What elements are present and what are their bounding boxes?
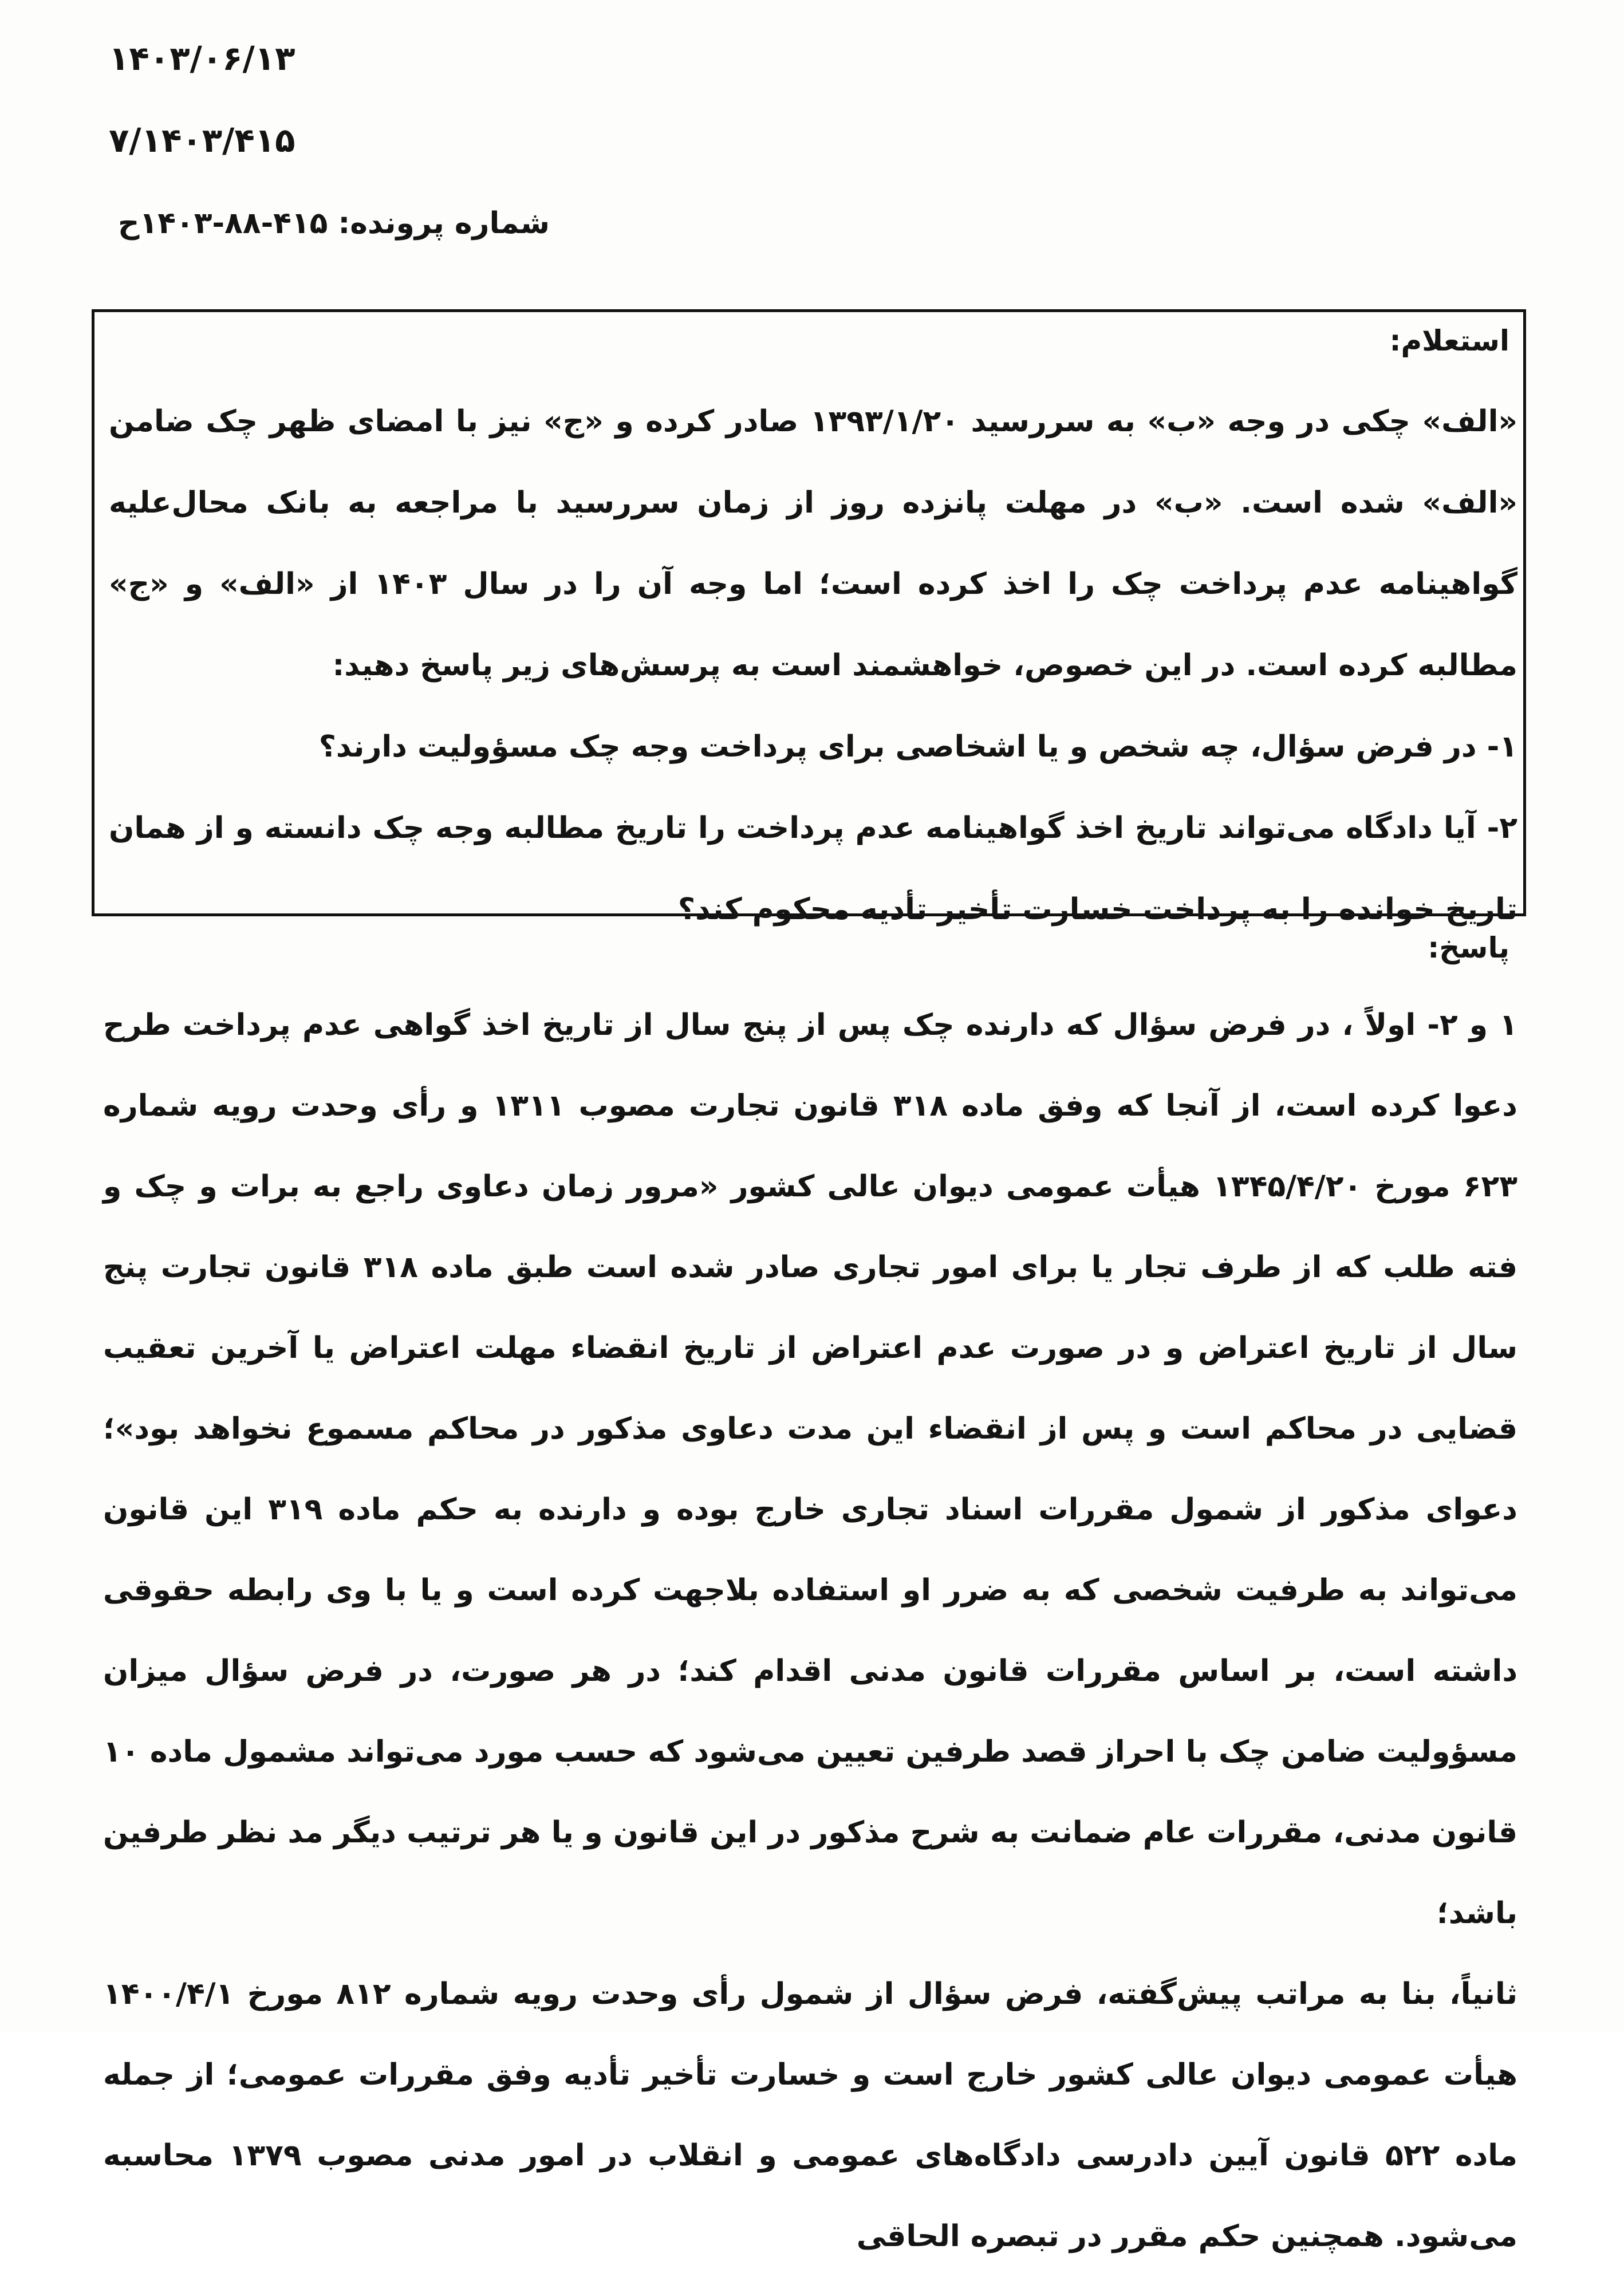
answer-paragraph-1: ۱ و ۲- اولاً ، در فرض سؤال که دارنده چک پس از پنج سال از تاریخ اخذ گواهی عدم پرداخت طرح دعوا کرده است، از آنجا که وفق ماده ۳۱۸ قانون تجارت مصوب ۱۳۱۱ و رأی وحدت رویه شماره ۶۲۳ مورخ ۱۳۴۵/۴/۲۰ هیأت عمومی دیوان عالی کشور «مرور زمان دعاوی راجع به برات و چک و فته طلب که از طرف تجار یا برای امور تجاری صادر شده است طبق ماده ۳۱۸ قانون تجارت پنج سال از تاریخ اعتراض و در صورت عدم اعتراض از تاریخ انقضاء مهلت اعتراض یا آخرین تعقیب قضایی در محاکم است و پس از انقضاء این مدت دعاوی مذکور در محاکم مسموع نخواهد بود»؛ دعوای مذکور از شمول مقررات اسناد تجاری خارج بوده و دارنده به حکم ماده ۳۱۹ این قانون می‌تواند به طرفیت شخصی که به ضرر او استفاده بلاجهت کرده است و یا با وی رابطه حقوقی داشته است، بر اساس مقررات قانون مدنی اقدام کند؛ در هر صورت، در فرض سؤال میزان مسؤولیت ضامن چک با احراز قصد طرفین تعیین می‌شود که حسب مورد می‌تواند مشمول ماده ۱۰ قانون مدنی، مقررات عام ضمانت به شرح مذکور در این قانون و یا هر ترتیب دیگر مد نظر طرفین باشد؛ [103,1008,1517,1931]
inquiry-text [109,381,1517,950]
answer-text [103,985,1517,2277]
inquiry-heading: استعلام: [1389,324,1509,357]
answer-heading: پاسخ: [1428,931,1509,964]
inquiry-question-2: ۲- آیا دادگاه می‌تواند تاریخ اخذ گواهینامه عدم پرداخت را تاریخ مطالبه وجه چک دانسته و از همان تاریخ خوانده را به پرداخت خسارت تأخیر تأدیه محکوم کند؟ [109,811,1517,927]
answer-paragraph-2: ثانیاً، بنا به مراتب پیش‌گفته، فرض سؤال از شمول رأی وحدت رویه شماره ۸۱۲ مورخ ۱۴۰۰/۴/۱ هیأت عمومی دیوان عالی کشور خارج است و خسارت تأخیر تأدیه وفق مقررات عمومی؛ از جمله ماده ۵۲۲ قانون آیین دادرسی دادگاه‌های عمومی و انقلاب در امور مدنی مصوب ۱۳۷۹ محاسبه می‌شود. همچنین حکم مقرر در تبصره الحاقی [103,1977,1517,2254]
letter-date: ۱۴۰۳/۰۶/۱۳ [109,39,295,78]
inquiry-question-1: ۱- در فرض سؤال، چه شخص و یا اشخاصی برای پرداخت وجه چک مسؤولیت دارند؟ [318,730,1517,764]
reference-number: ۷/۱۴۰۳/۴۱۵ [109,121,295,160]
inquiry-body: «الف» چکی در وجه «ب» به سررسید ۱۳۹۳/۱/۲۰ صادر کرده و «ج» نیز با امضای ظهر چک ضامن «الف» شده است. «ب» در مهلت پانزده روز از زمان سررسید با مراجعه به بانک محال‌علیه گواهینامه عدم پرداخت چک را اخذ کرده است؛ اما وجه آن را در سال ۱۴۰۳ از «الف» و «ج» مطالبه کرده است. در این خصوص، خواهشمند است به پرسش‌های زیر پاسخ دهید: [109,404,1518,683]
file-number: شماره پرونده: ۴۱۵-۸۸-۱۴۰۳ح [118,206,550,241]
